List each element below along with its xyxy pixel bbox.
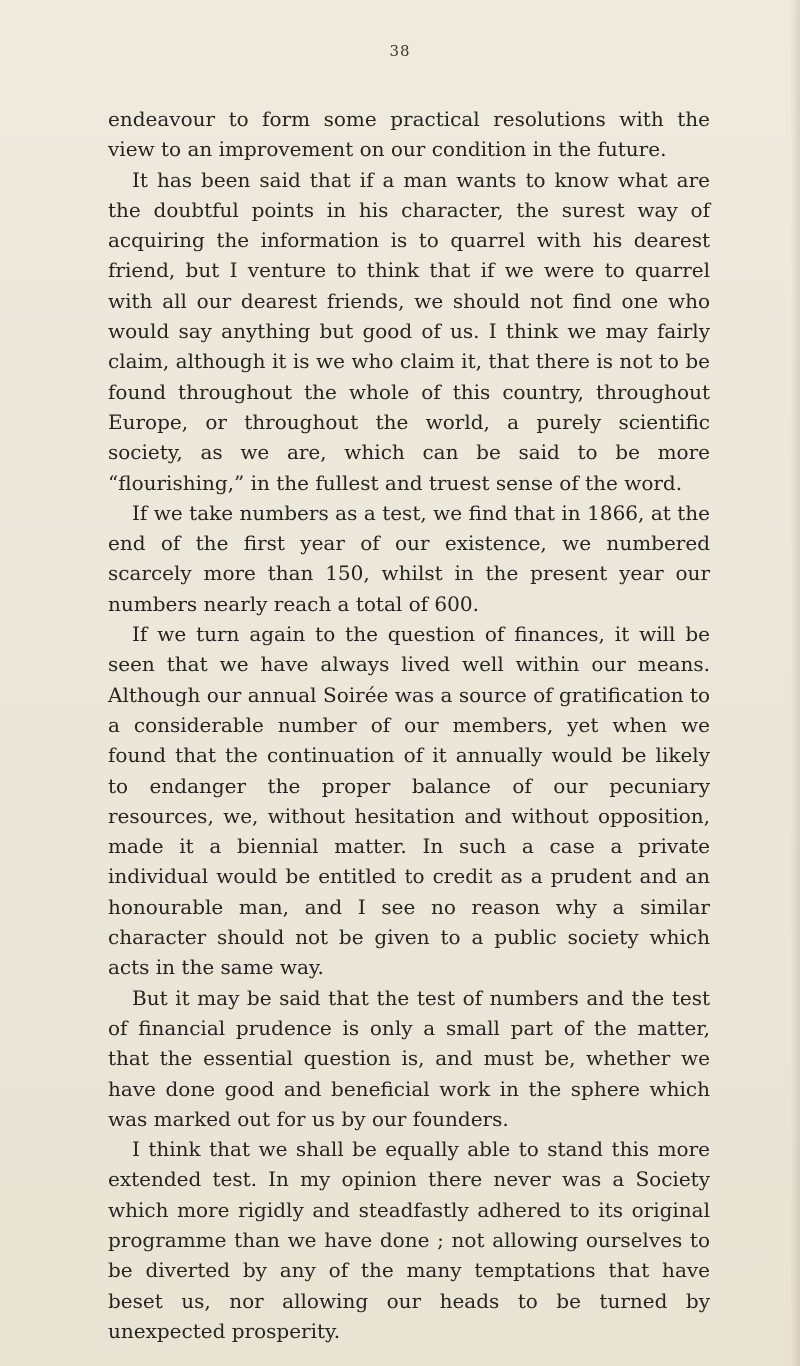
body-text bbox=[108, 104, 710, 1346]
paragraph: If we take numbers as a test, we find that in 1866, at the end of the first year of our existence, we numbered scarcely more than 150, whilst in the present year our numbers nearly reach a total of 600. bbox=[108, 500, 710, 616]
page-number: 38 bbox=[389, 42, 411, 60]
paragraph: If we turn again to the question of finances, it will be seen that we have always lived well within our means. Although our annual Soirée was a source of gratification to a considerable number of our members, yet when we found that the continuation of it annually would be likely to endanger the proper balance of our pecuniary resources, we, without hesitation and without opposition, made it a biennial matter. In such a case a private individual would be entitled to credit as a prudent and an honourable man, and I see no reason why a similar character should not be given to a public society which acts in the same way. bbox=[108, 622, 710, 980]
paragraph-continued: endeavour to form some practical resolutions with the view to an improvement on our condition in the future. bbox=[108, 107, 710, 162]
paragraph: It has been said that if a man wants to know what are the doubtful points in his character, the surest way of acquiring the information is to quarrel with his dearest friend, but I venture to think that if we were to quarrel with all our dearest friends, we should not find one who would say anything but good of us. I think we may fairly claim, although it is we who claim it, that there is not to be found throughout the whole of this country, throughout Europe, or throughout the world, a purely scientific society, as we are, which can be said to be more “flourishing,” in the fullest and truest sense of the word. bbox=[108, 167, 710, 495]
paragraph: But it may be said that the test of numbers and the test of financial prudence is only a small part of the matter, that the essential question is, and must be, whether we have done good and beneficial work in the sphere which was marked out for us by our founders. bbox=[108, 985, 710, 1131]
page-edge-shadow bbox=[790, 0, 800, 1366]
paragraph: I think that we shall be equally able to stand this more extended test. In my opinion there never was a Society which more rigidly and steadfastly adhered to its original programme than we have done ; not allowing ourselves to be diverted by any of the many temptations that have beset us, nor allowing our heads to be turned by unexpected prosperity. bbox=[108, 1137, 710, 1343]
